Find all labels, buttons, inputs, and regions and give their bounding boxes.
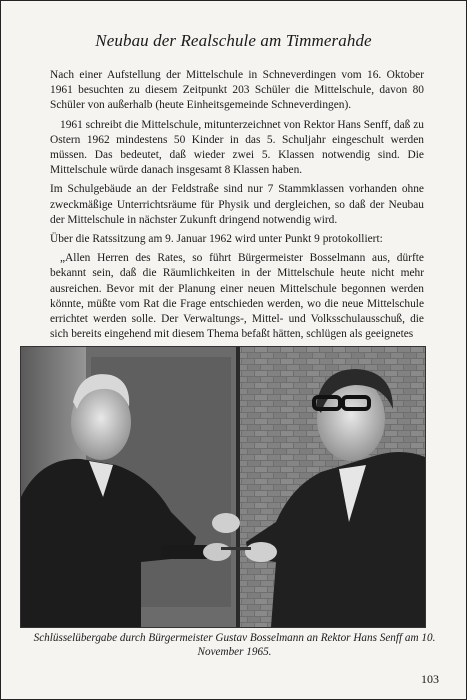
quote-paragraph: „Allen Herren des Rates, so führt Bürgermeister Bosselmann aus, dürfte bekannt sein, daß die Räumlichkeiten in der Mittelschule heute nicht mehr ausreichen. Bevor mit der Planung einer neuen Mittelschule begonnen werden könnte, müßte vom Rat die Frage entschieden werden, wo die neue Mittelschule errichtet werden solle. Der Verwaltungs-, Mittel- und Volksschulausschuß, die sich bereits eingehend mit diesem Thema befaßt hätten, schlügen als geeignetes [50, 252, 424, 341]
paragraph-1: Nach einer Aufstellung der Mittelschule in Schneverdingen vom 16. Oktober 1961 besuchten zu diesem Zeitpunkt 203 Schüler die Mittelschule, davon 80 Schüler von außerhalb (heute Einheitsgemeinde Schneverdingen). [50, 69, 424, 112]
body-text [50, 68, 424, 342]
paragraph-2: 1961 schreibt die Mittelschule, mitunterzeichnet von Rektor Hans Senff, daß zu Ostern 1962 mindestens 50 Kinder in das 5. Schuljahr eingeschult werden müssen. Das bedeutet, daß wieder zwei 5. Klassen notwendig sind. Die Mittelschule würde danach insgesamt 8 Klassen haben. [50, 118, 424, 177]
paragraph-4: Über die Ratssitzung am 9. Januar 1962 wird unter Punkt 9 protokolliert: [50, 233, 383, 246]
page-title: Neubau der Realschule am Timmerahde [95, 31, 372, 50]
photo-caption: Schlüsselübergabe durch Bürgermeister Gustav Bosselmann an Rektor Hans Senff am 10. November 1965. [33, 632, 436, 658]
photo-illustration [21, 347, 425, 627]
paragraph-3: Im Schulgebäude an der Feldstraße sind nur 7 Stammklassen vorhanden ohne zweckmäßige Unterrichtsräume für Physik und dergleichen, so daß der Neubau der Mittelschule in nächster Zukunft dringend notwendig wird. [50, 183, 424, 226]
page-number: 103 [421, 672, 439, 686]
photograph-key-handover [20, 346, 426, 628]
